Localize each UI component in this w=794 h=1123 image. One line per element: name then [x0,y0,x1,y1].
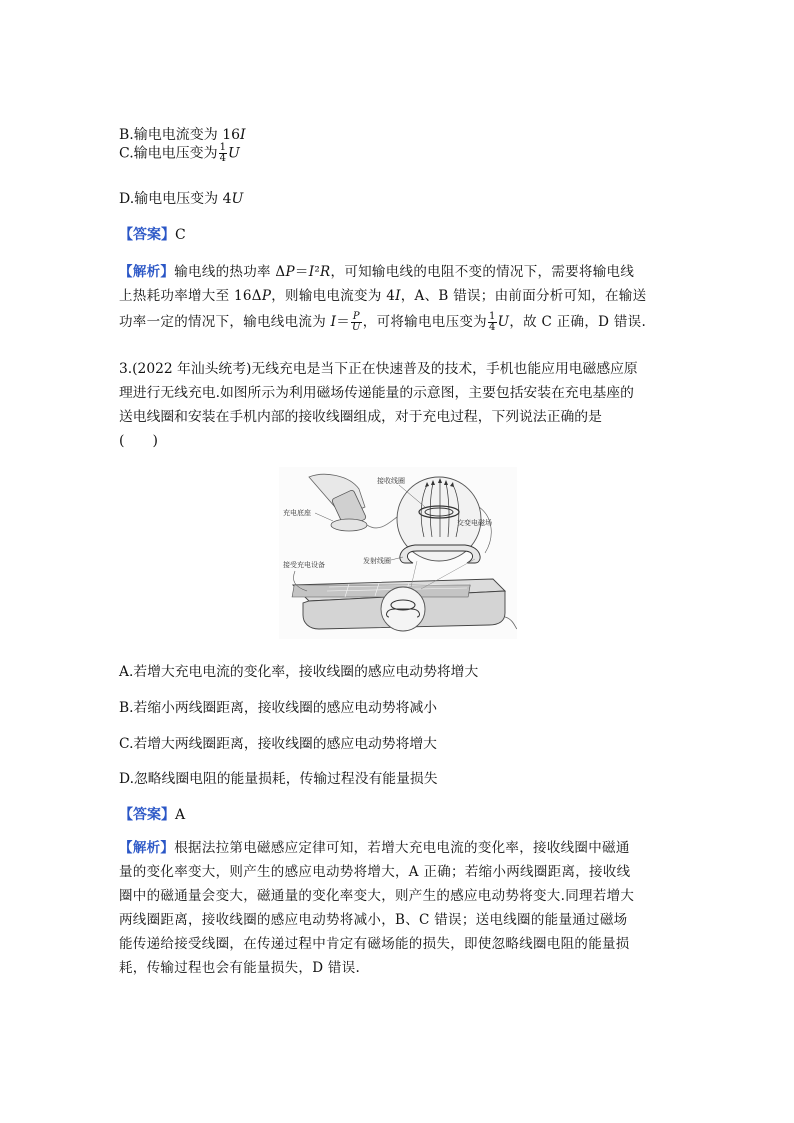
q3-option-d: D.忽略线圈电阻的能量损耗，传输过程没有能量损失 [119,771,438,787]
answer-value: A [175,807,186,823]
variable: I [240,127,246,143]
label-alternating-field: 交变电磁场 [457,519,492,527]
q2-analysis-line-3: 功率一定的情况下，输电线电流为 I＝ $\frac{P}{U}$ ，可将输电电压变为 $\frac{1}{4}$ U，故 C 正确，D 错误. [119,311,647,333]
option-text: C.输电电压变为 [119,145,218,162]
label-charger-base: 充电底座 [283,509,311,517]
q3-analysis-line-4: 两线圈距离，接收线圈的感应电动势将减小，B、C 错误；送电线圈的能量通过磁场 [119,912,628,928]
q3-analysis-line-1: 【解析】根据法拉第电磁感应定律可知，若增大充电电流的变化率，接收线圈中磁通 [119,840,630,856]
q2-option-c [119,143,240,167]
wireless-charging-figure [279,467,517,639]
answer-tag: 【答案】 [119,807,175,823]
analysis-tag: 【解析】 [119,264,175,280]
q3-analysis-line-3: 圈中的磁通量会变大，磁通量的变化率变大，则产生的感应电动势将变大.同理若增大 [119,888,635,904]
fraction [219,143,227,164]
q3-stem-line-2: 理进行无线充电.如图所示为利用磁场传递能量的示意图，主要包括安装在充电基座的 [119,385,634,401]
numerator: 1 [219,142,227,153]
variable: U [231,191,244,207]
q2-option-d [119,189,243,209]
label-receiving-device: 接受充电设备 [283,561,325,569]
answer-value: C [175,227,186,243]
wireless-charging-diagram [279,467,517,639]
label-transmit-coil: 发射线圈 [363,557,391,565]
q3-stem-line-1: 3.(2022 年汕头统考)无线充电是当下正在快速普及的技术，手机也能应用电磁感应原 [119,361,638,377]
q3-option-c: C.若增大两线圈距离，接收线圈的感应电动势将增大 [119,736,437,752]
denominator: 4 [219,153,227,164]
q3-analysis-line-2: 量的变化率变大，则产生的感应电动势将增大，A 正确；若缩小两线圈距离，接收线 [119,864,631,880]
q2-answer [119,225,186,245]
option-text: D.输电电压变为 4 [119,191,232,207]
q3-stem-line-3: 送电线圈和安装在手机内部的接收线圈组成，对于充电过程，下列说法正确的是 [119,409,602,425]
q3-answer [119,805,185,825]
analysis-tag: 【解析】 [119,840,175,856]
variable: U [228,145,240,162]
q3-option-b: B.若缩小两线圈距离，接收线圈的感应电动势将减小 [119,700,438,716]
q3-option-a: A.若增大充电电流的变化率，接收线圈的感应电动势将增大 [119,664,479,680]
answer-tag: 【答案】 [119,227,175,243]
label-receive-coil: 接收线圈 [377,477,405,485]
q2-option-b [119,125,246,145]
fraction: $\frac{P}{U}$ [352,311,361,333]
q3-analysis-line-5: 能传递给接受线圈，在传递过程中肯定有磁场能的损失，即使忽略线圈电阻的能量损 [119,936,630,952]
q3-answer-paren: ( ) [119,433,158,449]
q3-analysis-line-6: 耗，传输过程也会有能量损失，D 错误. [119,960,361,976]
option-text: B.输电电流变为 16 [119,127,241,143]
fraction: $\frac{1}{4}$ [488,311,496,333]
q2-analysis-line-1: 【解析】输电线的热功率 ΔP＝I²R，可知输电线的电阻不变的情况下，需要将输电线 [119,264,635,280]
q2-analysis-line-2: 上热耗功率增大至 16ΔP，则输电电流变为 4I，A、B 错误；由前面分析可知，在输送 [119,288,647,304]
